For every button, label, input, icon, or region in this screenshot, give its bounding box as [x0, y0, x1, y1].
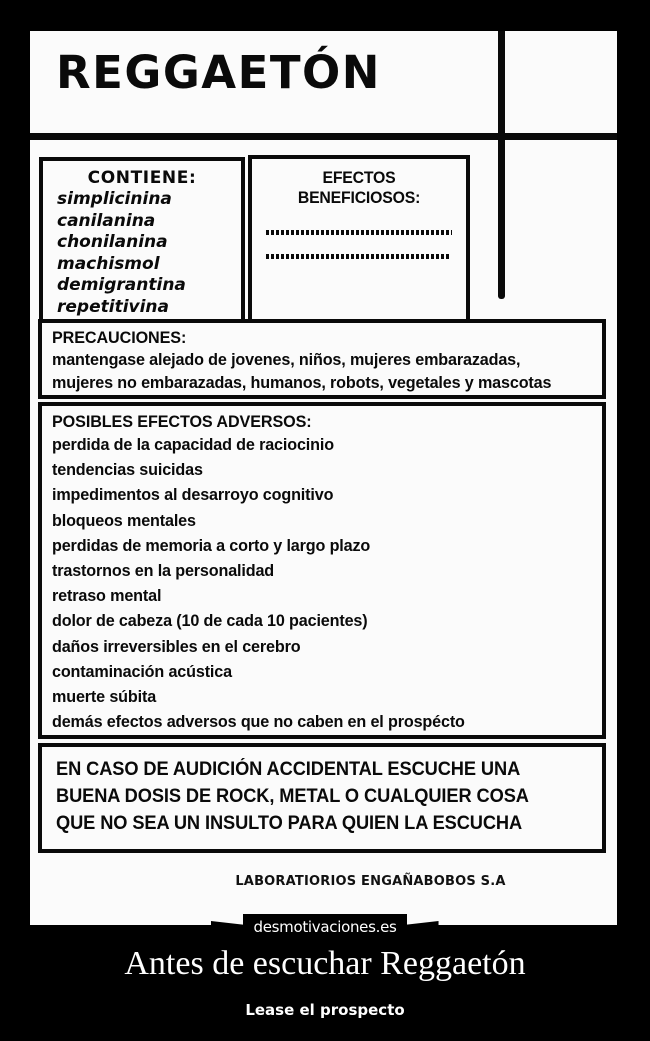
accidental-exposure-line: EN CASO DE AUDICIÓN ACCIDENTAL ESCUCHE UNA	[56, 759, 521, 780]
adverse-effect-item: contaminación acústica	[52, 661, 232, 681]
list-item: chonilanina	[57, 232, 168, 252]
adverse-effects-heading: POSIBLES EFECTOS ADVERSOS:	[52, 412, 312, 431]
precautions-box	[38, 319, 606, 399]
accidental-exposure-body	[42, 747, 602, 837]
adverse-effect-item: bloqueos mentales	[52, 510, 196, 530]
accidental-exposure-line: QUE NO SEA UN INSULTO PARA QUIEN LA ESCUCHA	[56, 813, 523, 834]
beneficial-effects-heading: EFECTOS BENEFICIOSOS:	[297, 168, 421, 207]
list-item: machismol	[57, 253, 160, 274]
header-horizontal-rule	[30, 133, 617, 140]
list-item: simplicinina	[57, 189, 172, 209]
ingredients-heading: CONTIENE:	[87, 168, 197, 188]
adverse-effect-item: impedimentos al desarroyo cognitivo	[52, 485, 334, 505]
precautions-line: mantengase alejado de jovenes, niños, mujeres embarazadas,	[52, 350, 521, 369]
adverse-effects-box	[38, 402, 606, 739]
medicine-leaflet	[30, 31, 617, 925]
adverse-effect-item: demás efectos adversos que no caben en el prospécto	[52, 712, 465, 732]
laboratory-credit: LABORATIORIOS ENGAÑABOBOS S.A	[235, 874, 506, 889]
ingredients-box	[39, 157, 245, 323]
page-title: REGGAETÓN	[56, 46, 381, 99]
adverse-effects-body	[42, 406, 602, 734]
adverse-effect-item: perdidas de memoria a corto y largo plazo	[52, 535, 371, 555]
beneficial-effects-box	[248, 155, 470, 323]
precautions-body	[42, 323, 602, 394]
watermark-label: desmotivaciones.es	[253, 918, 397, 936]
adverse-effect-item: trastornos en la personalidad	[52, 561, 275, 581]
adverse-effect-item: retraso mental	[52, 586, 162, 606]
list-item: demigrantina	[57, 275, 186, 295]
caption-title: Antes de escuchar Reggaetón	[124, 945, 526, 982]
dotted-placeholder-line	[266, 254, 449, 259]
header-vertical-rule	[498, 31, 505, 299]
caption-area	[0, 944, 650, 1021]
list-item: canilanina	[57, 210, 156, 231]
adverse-effect-item: muerte súbita	[52, 687, 157, 707]
caption-subtitle: Lease el prospecto	[245, 1001, 405, 1019]
precautions-line: mujeres no embarazadas, humanos, robots, vegetales y mascotas	[52, 373, 552, 392]
ingredients-list	[43, 189, 241, 318]
adverse-effect-item: tendencias suicidas	[52, 460, 203, 480]
list-item: repetitivina	[57, 296, 170, 317]
precautions-heading: PRECAUCIONES:	[52, 328, 187, 347]
adverse-effect-item: perdida de la capacidad de raciocinio	[52, 435, 334, 454]
accidental-exposure-line: BUENA DOSIS DE ROCK, METAL O CUALQUIER COSA	[56, 786, 529, 807]
dotted-placeholder-line	[266, 230, 452, 235]
adverse-effect-item: daños irreversibles en el cerebro	[52, 636, 301, 656]
adverse-effect-item: dolor de cabeza (10 de cada 10 pacientes)	[52, 611, 368, 631]
leaflet-header	[30, 31, 617, 137]
accidental-exposure-box	[38, 743, 606, 853]
